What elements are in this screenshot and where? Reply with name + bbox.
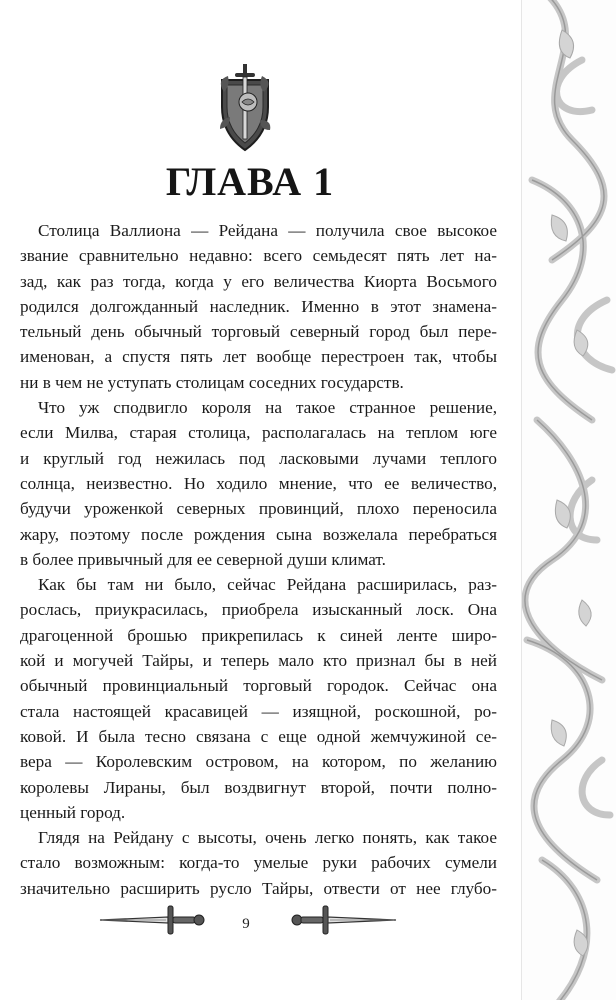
- text-line: обычный провинциальный торговый городок. Сейчас она: [20, 676, 497, 696]
- chapter-body-text: [20, 218, 497, 901]
- page-number: 9: [242, 916, 250, 932]
- text-line: ковой. И была тесно связана с еще одной жемчужиной се-: [20, 726, 497, 746]
- text-line: вера — Королевским островом, на котором, по желанию: [20, 752, 497, 772]
- text-line: звание сравнительно недавно: всего семьдесят пять лет на-: [20, 246, 497, 266]
- text-line: если Милва, старая столица, располагалась на теплом юге: [20, 423, 497, 443]
- left-sword-ornament-icon: [98, 900, 208, 940]
- text-line: в более привычный для ее северной души климат.: [20, 549, 386, 569]
- text-line: жару, поэтому после рождения сына возжелала перебраться: [20, 524, 497, 544]
- text-line: солнца, неизвестно. Но ходило мнение, что ее величество,: [20, 473, 497, 493]
- chapter-title: ГЛАВА 1: [165, 159, 335, 204]
- paragraph-2: [20, 395, 497, 572]
- text-line: будучи уроженкой северных провинций, плохо переносила: [20, 499, 497, 519]
- chapter-emblem: [210, 62, 280, 154]
- text-line: Столица Валлиона — Рейдана — получила свое высокое: [38, 221, 497, 240]
- text-line: королевы Лираны, был воздвигнут второй, почти полно-: [20, 777, 497, 797]
- text-line: родился долгожданный наследник. Именно в этот знамена-: [20, 296, 497, 316]
- floral-border-ornament: [521, 0, 616, 1000]
- paragraph-1: [20, 218, 497, 395]
- text-line: Глядя на Рейдану с высоты, очень легко понять, как такое: [38, 828, 497, 848]
- shield-sword-rose-icon: [210, 62, 280, 154]
- text-line: драгоценной брошью прикрепилась к синей ленте широ-: [20, 625, 497, 645]
- text-line: и круглый год нежилась под ласковыми лучами теплого: [20, 448, 497, 468]
- text-line: рослась, приукрасилась, приобрела изысканный лоск. Она: [20, 600, 497, 620]
- floral-ornament-icon: [522, 0, 616, 1000]
- text-line: стала настоящей красавицей — изящной, роскошной, ро-: [20, 701, 497, 721]
- text-line: Как бы там ни было, сейчас Рейдана расширилась, раз-: [38, 575, 497, 595]
- paragraph-3: [20, 572, 497, 825]
- paragraph-4: [20, 825, 497, 901]
- text-line: Что уж сподвигло короля на такое странное решение,: [38, 398, 497, 418]
- text-line: тельный день обычный торговый северный город был пере-: [20, 322, 497, 342]
- text-line: ценный город.: [20, 802, 126, 822]
- text-line: ни в чем не уступать столицам соседних государств.: [20, 372, 404, 392]
- text-line: именован, а спустя пять лет вообще перестроен так, чтобы: [20, 347, 497, 367]
- text-line: значительно расширить русло Тайры, отвести от нее глубо-: [20, 878, 497, 898]
- text-line: зад, как раз тогда, когда у его величества Киорта Восьмого: [20, 271, 497, 291]
- right-sword-ornament-icon: [288, 900, 398, 940]
- text-line: стало возможным: когда-то умелые руки рабочих сумели: [20, 853, 497, 873]
- text-line: кой и могучей Тайры, и теперь мало кто признал бы в ней: [20, 651, 497, 671]
